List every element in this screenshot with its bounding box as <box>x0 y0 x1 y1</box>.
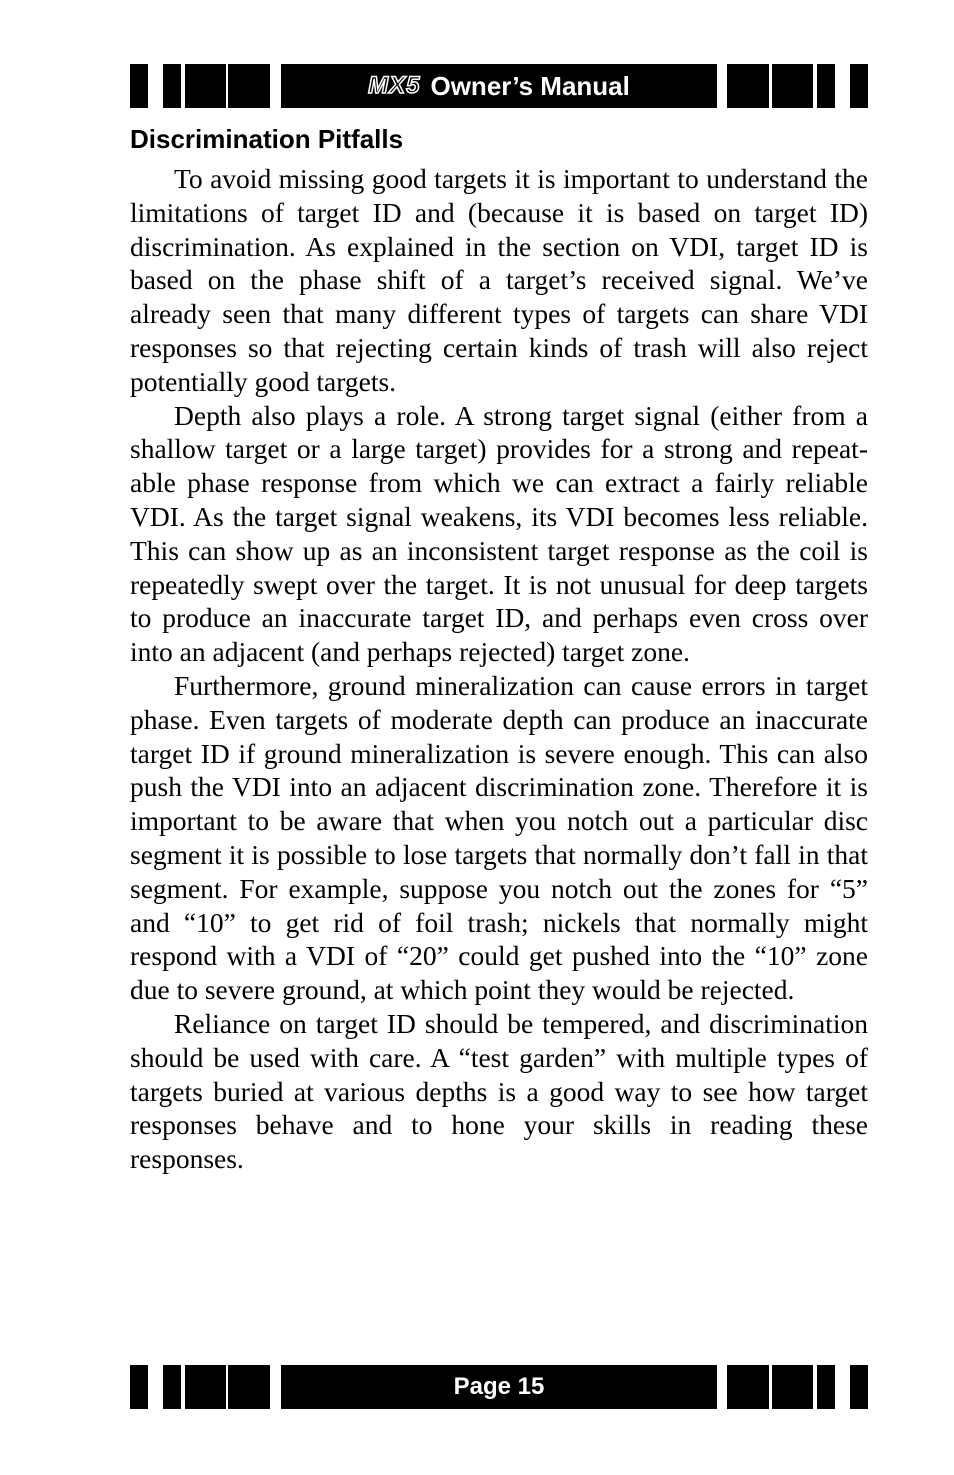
footer-decor-block <box>850 1365 868 1409</box>
paragraph: Reliance on target ID should be tempered, and discrimination should be used with care. A “test garden” with multiple types of targets buried at various depths is a good way to see how target responses behave and to hone your skills in reading these responses. <box>130 1007 868 1175</box>
header-decor-block <box>772 64 813 108</box>
paragraph: To avoid missing good targets it is important to understand the limitations of target ID and (because it is based on target ID) discrimination. As explained in the section on VDI, target ID is based on the phase shift of a target’s received signal. We’ve already seen that many different types of targets can share VDI responses so that rejecting certain kinds of trash will also reject potentially good targets. <box>130 163 868 397</box>
header-title: Owner’s Manual <box>430 70 630 101</box>
footer-decor-block <box>228 1365 270 1409</box>
footer-decor-block <box>817 1365 835 1409</box>
footer-decor-block <box>130 1365 148 1409</box>
paragraph: Depth also plays a role. A strong target signal (either from a shallow target or a large target) provides for a strong and repeatable phase response from which we can extract a fairly reliable VDI. As the target signal weakens, its VDI becomes less reliable. This can show up as an inconsistent target response as the coil is repeatedly swept over the target. It is not unusual for deep targets to produce an inaccurate target ID, and perhaps even cross over into an adjacent (and perhaps rejected) target zone. <box>130 399 868 668</box>
header-decor-block <box>163 64 181 108</box>
page-number: Page 15 <box>453 1373 545 1400</box>
footer-page-block <box>281 1365 717 1409</box>
header-title-block <box>281 64 717 108</box>
header-decor-block <box>850 64 868 108</box>
header-decor-block <box>727 64 769 108</box>
mx5-logo: MX5 <box>368 72 421 99</box>
footer-decor-block <box>727 1365 769 1409</box>
footer-decor-block <box>163 1365 181 1409</box>
header-decor-block <box>130 64 148 108</box>
body-text <box>130 162 868 1176</box>
header-bar <box>130 64 868 108</box>
header-decor-block <box>228 64 270 108</box>
paragraph: Furthermore, ground mineralization can cause errors in target phase. Even targets of moderate depth can produce an inaccurate target ID if ground mineralization is severe enough. This can also push the VDI into an adjacent discrimination zone. Therefore it is important to be aware that when you notch out a particular disc segment it is possible to lose targets that normally don’t fall in that segment. For example, suppose you notch out the zones for “5” and “10” to get rid of foil trash; nickels that normally might respond with a VDI of “20” could get pushed into the “10” zone due to severe ground, at which point they would be rejected. <box>130 669 868 1006</box>
header-decor-block <box>185 64 226 108</box>
footer-decor-block <box>185 1365 226 1409</box>
footer-bar <box>130 1365 868 1409</box>
section-heading: Discrimination Pitfalls <box>130 124 404 154</box>
header-decor-block <box>817 64 835 108</box>
footer-decor-block <box>772 1365 813 1409</box>
